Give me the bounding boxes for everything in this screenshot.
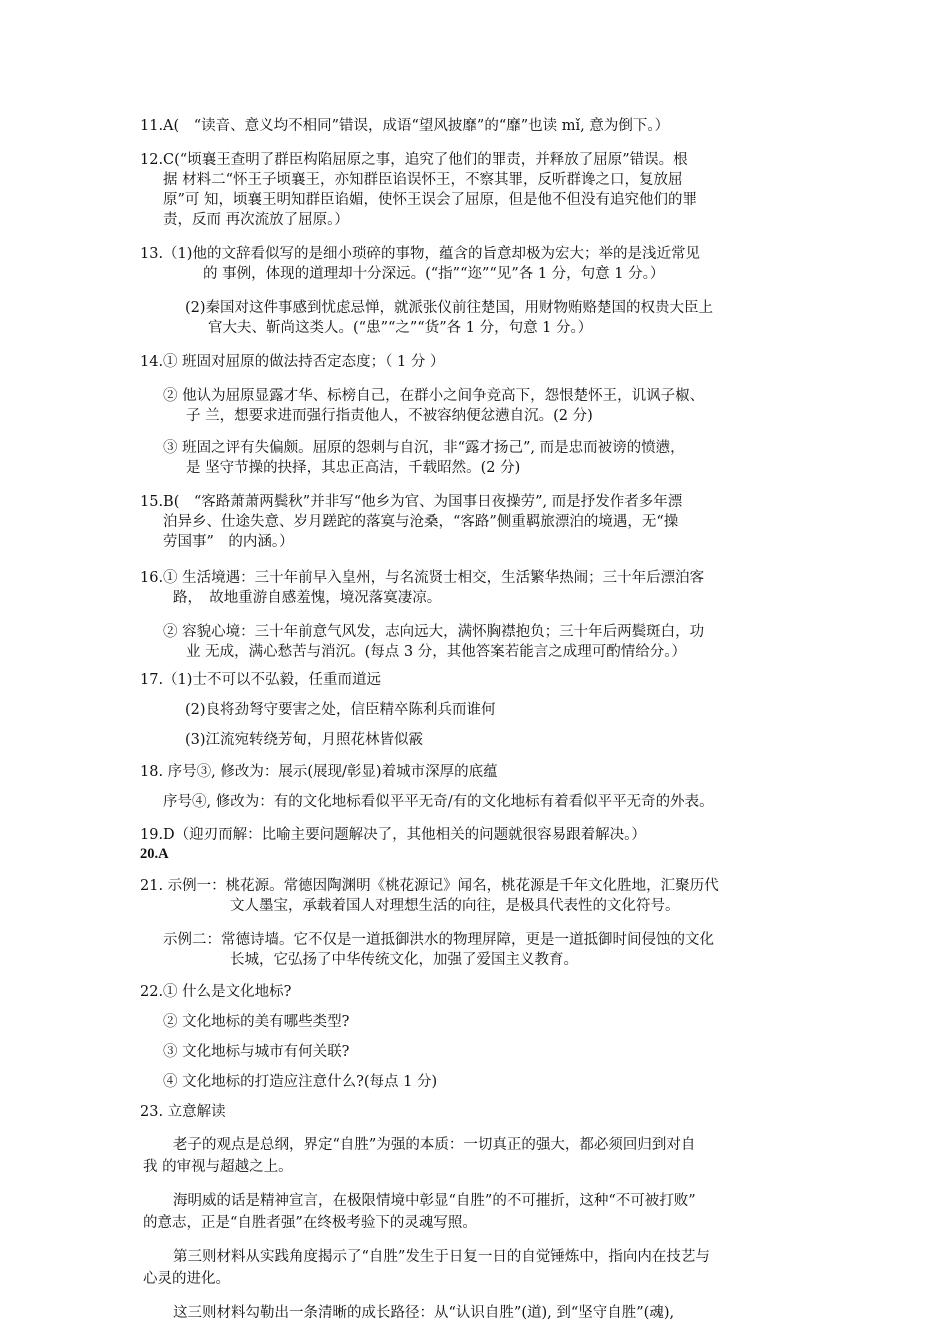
answer-19	[140, 825, 820, 845]
answer-17-2	[185, 700, 815, 720]
section-heading: 23. 立意解读	[140, 1104, 226, 1120]
answer-line: 13.（1)他的文辞看似写的是细小琐碎的事物，蕴含的旨意却极为宏大；举的是浅近常见	[140, 246, 700, 262]
answer-14-1	[140, 352, 820, 372]
answer-line: ② 文化地标的美有哪些类型?	[163, 1014, 350, 1030]
answer-11	[140, 116, 820, 136]
essay-paragraph-4	[143, 1302, 813, 1324]
answer-13-1	[140, 244, 820, 284]
paragraph-line: 我 的审视与超越之上。	[143, 1159, 293, 1175]
answer-15	[140, 492, 820, 552]
answer-line: 长城，它弘扬了中华传统文化，加强了爱国主义教育。	[230, 952, 578, 968]
answer-line: (2)秦国对这件事感到忧虑忌惮，就派张仪前往楚国，用财物贿赂楚国的权贵大臣上	[185, 300, 714, 316]
essay-paragraph-2	[143, 1190, 813, 1234]
answer-line: 路， 故地重游自感羞愧，境况落寞凄凉。	[173, 590, 442, 606]
answer-line: 12.C(“顷襄王查明了群臣构陷屈原之事，追究了他们的罪责，并释放了屈原”错误。根	[140, 152, 688, 168]
answer-21-2	[163, 930, 813, 970]
answer-line: 19.D（迎刃而解：比喻主要问题解决了，其他相关的问题就很容易跟着解决。）	[140, 827, 646, 843]
essay-paragraph-3	[143, 1246, 813, 1290]
answer-line: 21. 示例一：桃花源。常德因陶渊明《桃花源记》闻名，桃花源是千年文化胜地，汇聚历代	[140, 878, 719, 894]
answer-line: 文人墨宝，承载着国人对理想生活的向往，是极具代表性的文化符号。	[230, 898, 680, 914]
answer-line: 16.① 生活境遇：三十年前早入皇州，与名流贤士相交，生活繁华热闹；三十年后漂泊客	[140, 570, 705, 586]
answer-line: 泊异乡、仕途失意、岁月蹉跎的落寞与沧桑，“客路”侧重羁旅漂泊的境遇，无“操	[163, 514, 679, 530]
answer-line: 劳国事” 的内涵。）	[163, 534, 294, 550]
answer-line: ③ 班固之评有失偏颇。屈原的怨刺与自沉，非“露才扬己”, 而是忠而被谤的愤懑，	[163, 440, 685, 456]
answer-line: (3)江流宛转绕芳甸，月照花林皆似霰	[185, 732, 424, 748]
answer-18-1	[140, 762, 820, 782]
answer-line: 11.A( “读音、意义均不相同”错误，成语“望风披靡”的“靡”也读 mǐ, 意为倒下。）	[140, 118, 670, 134]
paragraph-line: 的意志，正是“自胜者强”在终极考验下的灵魂写照。	[143, 1215, 477, 1231]
answer-22-4	[163, 1072, 813, 1092]
answer-line: 是 坚守节操的抉择，其忠正高洁，千载昭然。(2 分)	[186, 460, 521, 476]
answer-line: 的 事例，体现的道理却十分深远。(“指”“迩”“见”各 1 分，句意 1 分。）	[203, 266, 665, 282]
answer-line: 示例二：常德诗墙。它不仅是一道抵御洪水的物理屏障，更是一道抵御时间侵蚀的文化	[163, 932, 714, 948]
answer-22-3	[163, 1042, 813, 1062]
answer-line: 18. 序号③, 修改为：展示(展现/彰显)着城市深厚的底蕴	[140, 764, 498, 780]
answer-line: 20.A	[140, 846, 169, 862]
answer-14-2	[163, 386, 813, 426]
answer-line: 14.① 班固对屈原的做法持否定态度；（ 1 分 ）	[140, 354, 445, 370]
answer-line: 据 材料二“怀王子顷襄王，亦知群臣谄误怀王，不察其罪，反听群谗之口，复放屈	[163, 172, 683, 188]
answer-line: (2)良将劲弩守要害之处，信臣精卒陈利兵而谁何	[185, 702, 496, 718]
paragraph-line: 海明威的话是精神宣言，在极限情境中彰显“自胜”的不可摧折，这种“不可被打败”	[173, 1193, 696, 1209]
answer-22-1	[140, 982, 820, 1002]
answer-line: ④ 文化地标的打造应注意什么?(每点 1 分)	[163, 1074, 438, 1090]
paragraph-line: 第三则材料从实践角度揭示了“自胜”发生于日复一日的自觉锤炼中，指向内在技艺与	[173, 1249, 710, 1265]
answer-17-1	[140, 670, 820, 690]
answer-line: 责，反而 再次流放了屈原。）	[163, 212, 349, 228]
answer-14-3	[163, 438, 813, 478]
answer-22-2	[163, 1012, 813, 1032]
answer-line: 17.（1)士不可以不弘毅，任重而道远	[140, 672, 381, 688]
answer-line: ③ 文化地标与城市有何关联?	[163, 1044, 350, 1060]
answer-line: 15.B( “客路萧萧两鬓秋”并非写“他乡为官、为国事日夜操劳”, 而是抒发作者多年漂	[140, 494, 683, 510]
answer-line: 序号④, 修改为：有的文化地标看似平平无奇/有的文化地标有着看似平平无奇的外表。	[163, 794, 714, 810]
answer-20	[140, 844, 820, 864]
answer-16-2	[163, 622, 813, 662]
answer-line: 官大夫、靳尚这类人。(“患”“之”“货”各 1 分，句意 1 分。）	[208, 320, 593, 336]
paragraph-line: 老子的观点是总纲，界定“自胜”为强的本质：一切真正的强大，都必须回归到对自	[173, 1137, 696, 1153]
answer-12	[140, 150, 820, 230]
answer-23-title	[140, 1102, 820, 1122]
answer-line: 子 兰，想要求进而强行指责他人，不被容纳便忿懑自沉。(2 分)	[186, 408, 593, 424]
essay-paragraph-1	[143, 1134, 813, 1178]
answer-17-3	[185, 730, 815, 750]
answer-21-1	[140, 876, 820, 916]
answer-line: ② 容貌心境：三十年前意气风发，志向远大，满怀胸襟抱负；三十年后两鬓斑白，功	[163, 624, 705, 640]
answer-line: ② 他认为屈原显露才华、标榜自己，在群小之间争竞高下，怨恨楚怀王，讥讽子椒、	[163, 388, 705, 404]
paragraph-line: 这三则材料勾勒出一条清晰的成长路径：从“认识自胜”(道), 到“坚守自胜”(魂),	[173, 1305, 675, 1321]
answer-16-1	[140, 568, 820, 608]
answer-line: 原”可 知，顷襄王明知群臣谄媚，使怀王误会了屈原，但是他不但没有追究他们的罪	[163, 192, 698, 208]
paragraph-line: 心灵的进化。	[143, 1271, 230, 1287]
answer-13-2	[185, 298, 815, 338]
answer-18-2	[163, 792, 813, 812]
answer-line: 22.① 什么是文化地标?	[140, 984, 292, 1000]
answer-line: 业 无成，满心愁苦与消沉。(每点 3 分，其他答案若能言之成理可酌情给分。）	[186, 644, 686, 660]
